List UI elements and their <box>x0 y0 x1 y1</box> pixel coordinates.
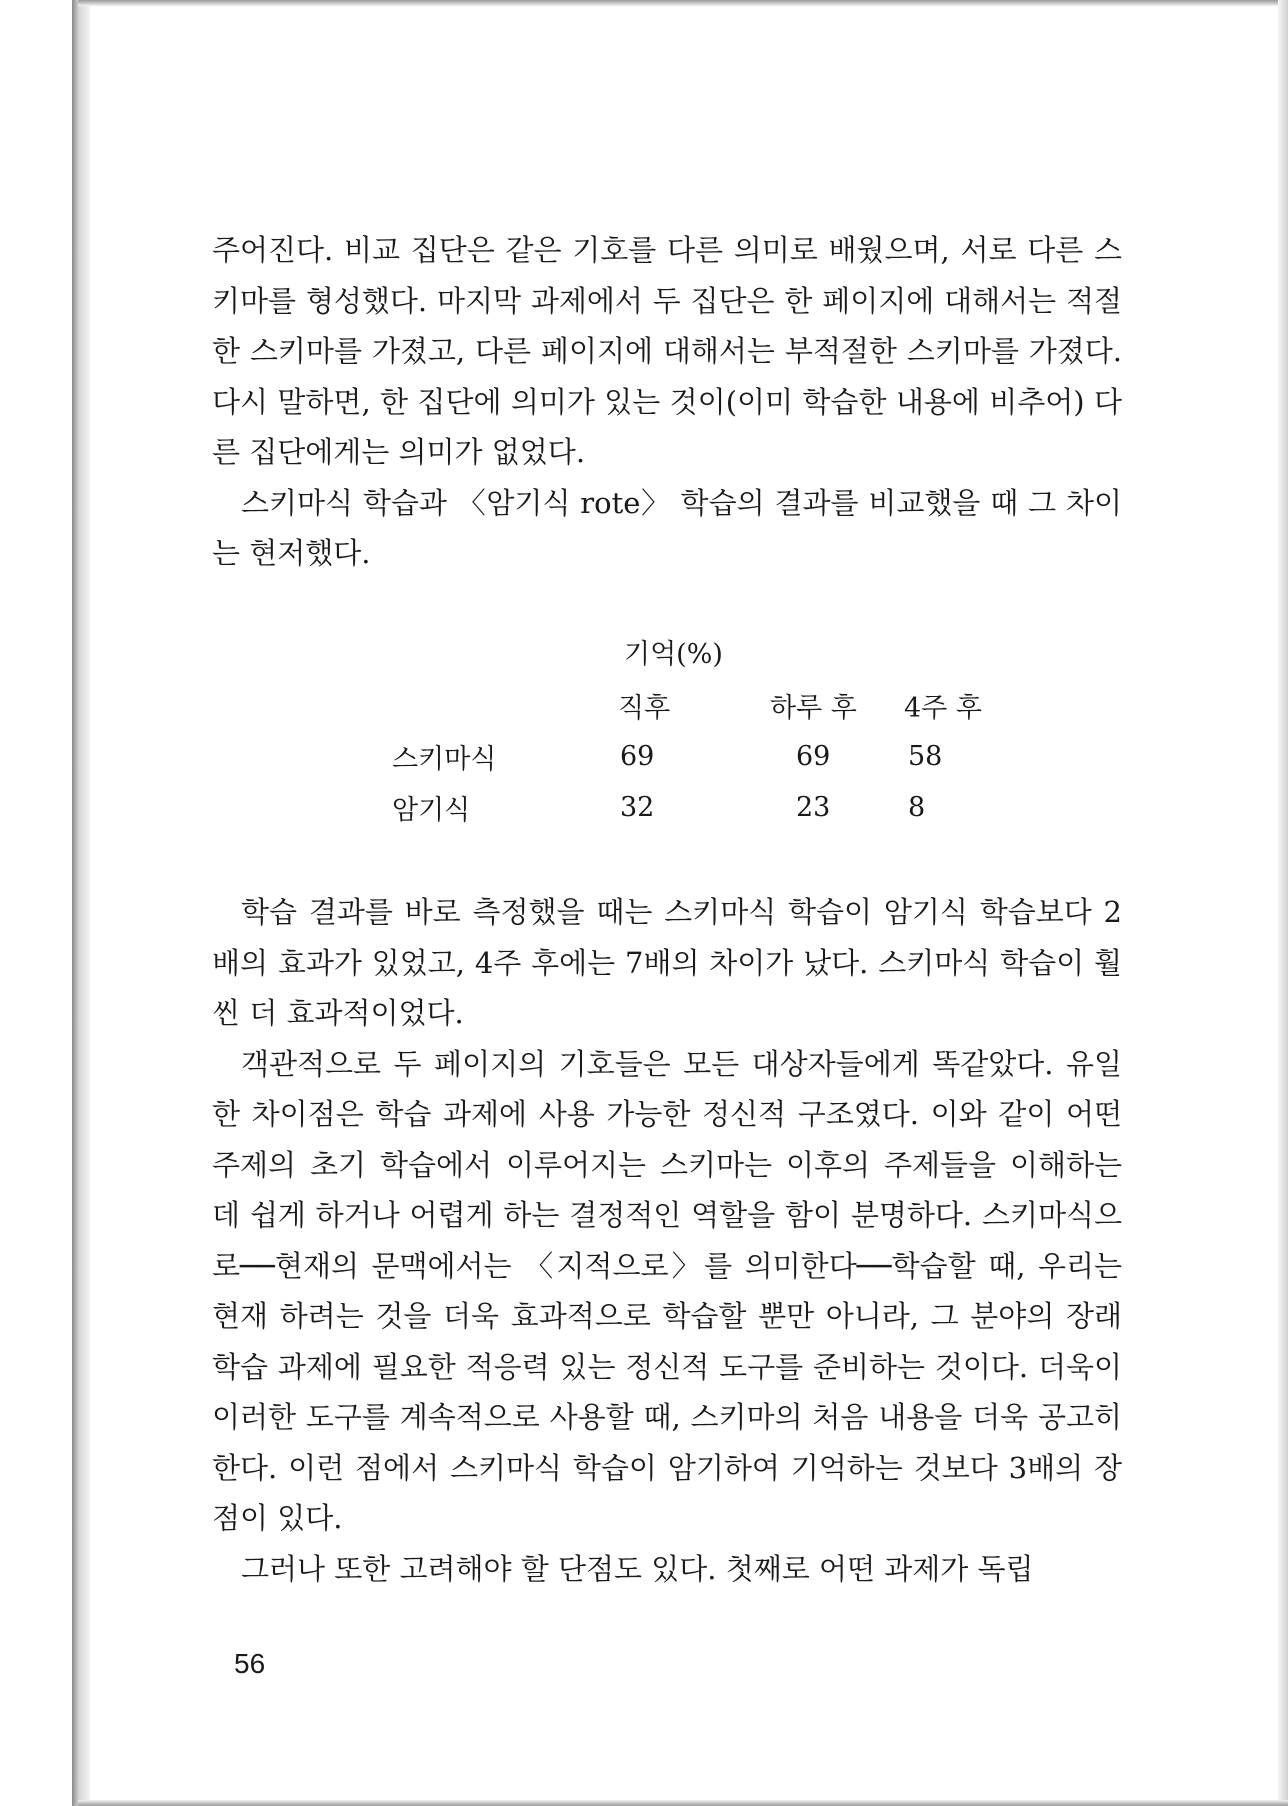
table-cell: 69 <box>796 741 831 772</box>
paragraph: 주어진다. 비교 집단은 같은 기호를 다른 의미로 배웠으며, 서로 다른 스키마를 형성했다. 마지막 과제에서 두 집단은 한 페이지에 대해서는 적절한 스키마를 가졌고, 다른 페이지에 대해서는 부적절한 스키마를 가졌다. 다시 말하면, 한 집단에 의미가 있는 것이(이미 학습한 내용에 비추어) 다른 집단에게는 의미가 없었다. <box>212 233 1122 469</box>
column-header: 하루 후 <box>770 693 857 724</box>
table-row <box>392 782 1014 833</box>
column-header: 직후 <box>618 693 671 724</box>
table-cell: 32 <box>620 792 655 823</box>
table-cell: 23 <box>796 792 831 823</box>
column-header: 4주 후 <box>904 693 982 724</box>
table-cell: 69 <box>620 741 655 772</box>
paragraph: 객관적으로 두 페이지의 기호들은 모든 대상자들에게 똑같았다. 유일한 차이점은 학습 과제에 사용 가능한 정신적 구조였다. 이와 같이 어떤 주제의 초기 학습에서 이루어지는 스키마는 이후의 주제들을 이해하는 데 쉽게 하거나 어렵게 하는 결정적인 역할을 함이 분명하다. 스키마식으로──현재의 문맥에서는 〈지적으로〉를 의미한다──학습할 때, 우리는 현재 하려는 것을 더욱 효과적으로 학습할 뿐만 아니라, 그 분야의 장래 학습 과제에 필요한 적응력 있는 정신적 도구를 준비하는 것이다. 더욱이 이러한 도구를 계속적으로 사용할 때, 스키마의 처음 내용을 더욱 공고히 한다. 이런 점에서 스키마식 학습이 암기하여 기억하는 것보다 3배의 장점이 있다. <box>212 1046 1122 1535</box>
paragraph: 그러나 또한 고려해야 할 단점도 있다. 첫째로 어떤 과제가 독립 <box>241 1551 1034 1586</box>
table-corner <box>392 680 604 731</box>
table-row <box>392 731 1014 782</box>
page-edge-right <box>1278 0 1288 1806</box>
table-cell: 58 <box>908 741 943 772</box>
retention-table <box>392 680 1014 833</box>
body-text-top <box>212 225 1122 579</box>
row-label: 스키마식 <box>392 744 497 775</box>
table-title: 기억(%) <box>624 639 723 670</box>
page-edge-top <box>78 0 1288 6</box>
paragraph: 학습 결과를 바로 측정했을 때는 스키마식 학습이 암기식 학습보다 2배의 효과가 있었고, 4주 후에는 7배의 차이가 났다. 스키마식 학습이 훨씬 더 효과적이었다. <box>212 895 1122 1030</box>
body-text-bottom <box>212 887 1122 1594</box>
paragraph: 스키마식 학습과 〈암기식 rote〉 학습의 결과를 비교했을 때 그 차이는 현저했다. <box>212 485 1122 570</box>
page-edge-bottom <box>78 1800 1288 1806</box>
page-binding-shadow <box>72 0 90 1806</box>
table-header-row <box>392 680 1014 731</box>
table-cell: 8 <box>908 792 926 823</box>
row-label: 암기식 <box>392 795 471 826</box>
page-number: 56 <box>234 1648 266 1679</box>
